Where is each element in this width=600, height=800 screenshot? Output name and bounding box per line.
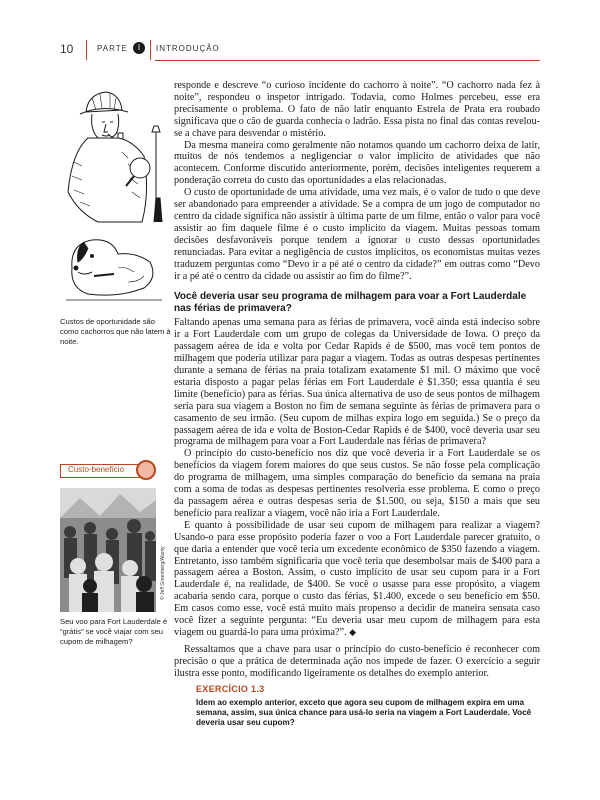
crowd-photo	[60, 488, 156, 612]
detective-dog-illustration	[58, 72, 170, 312]
header-rule	[155, 60, 540, 61]
main-text-column	[174, 80, 540, 729]
exercise-text: Idem ao exemplo anterior, exceto que agora seu cupom de milhagem expira em uma semana, assim, sua única chance para usá-lo seria na viagem a Fort Lauderdale. Você deveria usar seu cupom?	[196, 697, 532, 728]
part-label: PARTE	[97, 44, 128, 53]
header-divider	[150, 40, 151, 60]
paragraph: Ressaltamos que a chave para usar o princípio do custo-benefício é reconhecer com precisão o que a prática de determinada ação nos impede de fazer. O exercício a seguir ilustra esse ponto, modificando ligeiramente os detalhes do exemplo anterior.	[174, 643, 540, 679]
page-number: 10	[60, 42, 74, 56]
crowd-photo-image	[60, 488, 156, 612]
section-label: INTRODUÇÃO	[156, 44, 220, 53]
end-of-example-icon: ◆	[349, 626, 357, 637]
paragraph: Faltando apenas uma semana para as férias de primavera, você ainda está indeciso sobre ir a Fort Lauderdale com um grupo de colegas da Universidade de Iowa. O preço da passagem aérea de ida e volta por Cedar Rapids é de $500, mas você tem pontos de milhagem que poderia utilizar para pagar a viagem. Todas as outras despesas pertinentes durante a semana de férias na praia totalizam exatamente $1 mil. O máximo que você estaria disposto a pagar pelas férias em Fort Lauderdale é $1.350; essa quantia é seu limite (benefício) para as férias. Sua única alternativa de uso de seus pontos de milhagem seria para sua viagem a Boston no fim de semana seguinte às férias de primavera para o casamento de seu irmão. (Seu cupom de milhas expira logo em seguida.) Se o preço da passagem aérea de ida e volta de Boston-Cedar Rapids é de $400, você deveria usar seu programa de milhagem para voar a Fort Lauderdale nas férias de primavera?	[174, 317, 540, 448]
cost-benefit-circle-icon	[136, 460, 156, 480]
paragraph: Da mesma maneira como geralmente não notamos quando um cachorro deixa de latir, muitos de nós tendemos a negligenciar o valor implícito de atividades que não acontecem. Conforme discutido anteriormente, porém, decisões inteligentes requerem a ponderação correta do custo das oportunidades a elas relacionadas.	[174, 139, 540, 187]
example-heading: Você deveria usar seu programa de milhagem para voar a Fort Lauderdale nas férias de primavera?	[174, 291, 527, 315]
paragraph: O princípio do custo-benefício nos diz que você deveria ir a Fort Lauderdale se os benefícios da viagem forem maiores do que seus custos. Se não fosse pela complicação do programa de milhagem, uma simples comparação do benefício da semana na praia com a soma de todas as despesas pertinentes resolveria esse problema. E como o preço da passagem aérea e outras despesas seria de $1.500, ou seja, $150 a mais que seu benefício para realizar a viagem, você não iria a Fort Lauderdale.	[174, 448, 540, 519]
photo-credit: © Jeff Greenberg/Alamy	[160, 546, 166, 600]
photo-caption: Seu voo para Fort Lauderdale é “grátis” se você viajar com seu cupom de milhagem?	[60, 617, 168, 646]
exercise-box	[196, 684, 540, 729]
illustration-caption: Custos de oportunidade são como cachorros que não latem à noite.	[60, 317, 171, 346]
exercise-title: EXERCÍCIO 1.3	[196, 683, 265, 694]
cost-benefit-label: Custo-benefício	[68, 465, 125, 474]
part-number-badge: I	[133, 42, 145, 54]
paragraph: responde e descreve “o curioso incidente do cachorro à noite”. “O cachorro nada fez à noite”, respondeu o inspetor intrigado. Todavia, como Holmes percebeu, esse era precisamente o problema. O fato de não latir enquanto Estrela de Prata era roubado significava que o cão de guarda conhecia o ladrão. Essa pista no final das contas revelou-se a chave para desvendar o mistério.	[174, 80, 540, 139]
paragraph	[174, 520, 540, 639]
header-divider	[86, 40, 87, 60]
page-header	[60, 40, 540, 62]
paragraph-text: E quanto à possibilidade de usar seu cupom de milhagem para realizar a viagem? Usando-o para esse propósito poderia fazer o voo a Fort Lauderdale parecer gratuito, o que daria a entender que você teria um excedente econômico de $350 fazendo a viagem. Entretanto, isso também significaria que você teria que desembolsar mais de $400 para a passagem aérea a Boston. Assim, o custo implícito de usar seu cupom para ir a Fort Lauderdale é, na realidade, de $400. Se você o usasse para esse propósito, a viagem acabaria sendo cara, porque o custo das férias, $1.400, excede o seu benefício em $50. Em casos como esse, você está muito mais propenso a decidir de maneira sensata caso você fizer a seguinte pergunta: “Eu deveria usar meu cupom de milhagem para esta viagem ou guardá-lo para uma próxima?”.	[174, 519, 540, 638]
paragraph: O custo de oportunidade de uma atividade, uma vez mais, é o valor de tudo o que deve ser abandonado para empreender a atividade. Se a compra de um jogo de computador no centro da cidade significa não assistir à última parte de um filme, então o valor para você assistir ao fim daquele filme é o custo implícito da viagem. Muitas pessoas tomam decisões desfavoráveis porque tendem a ignorar o custo dessas oportunidades renunciadas. Para evitar a negligência de custos implícitos, os economistas muitas vezes traduzem perguntas como “Devo ir a pé até o centro da cidade?” em outras como “Devo ir a pé até o centro da cidade ou assistir ao fim do filme?”.	[174, 187, 540, 282]
cost-benefit-tag	[60, 462, 156, 478]
